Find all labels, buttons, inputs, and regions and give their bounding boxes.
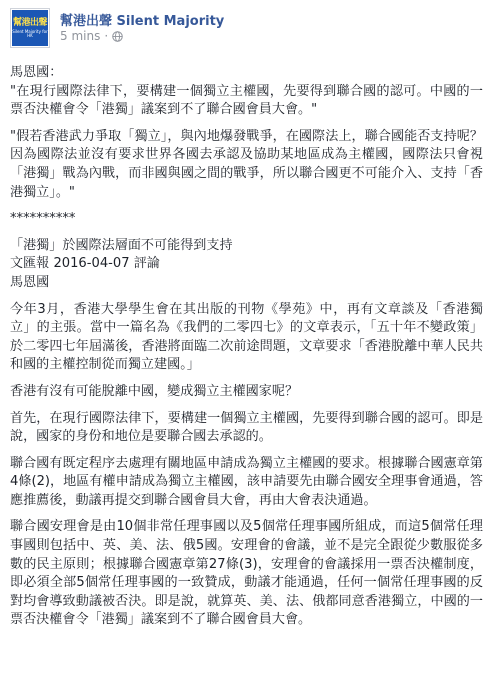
article-paragraph: 今年3月，香港大學學生會在其出版的刊物《學苑》中，再有文章談及「香港獨立」的主張。當中一篇名為《我們的二零四七》的文章表示，「五十年不變政策」於二零四七年屆滿後，香港將面臨二次前途問題，文章要求「香港脫離中華人民共和國的主權控制從而獨立建國。」 (10, 301, 483, 373)
spacer (10, 510, 483, 518)
post-timestamp[interactable]: 5 mins (60, 29, 101, 43)
article-author: 馬恩國 (10, 274, 50, 290)
page-logo (12, 10, 48, 46)
spacer (10, 293, 483, 301)
logo-text-english: Silent Majority for HK (12, 28, 48, 38)
spacer (10, 375, 483, 383)
article-paragraph: 香港有沒有可能脫離中國，變成獨立主權國家呢？ (10, 383, 299, 399)
page-name-link[interactable]: 幫港出聲 Silent Majority (60, 14, 225, 29)
quote-paragraph: "假若香港武力爭取「獨立」，與內地爆發戰爭，在國際法上，聯合國能否支持呢？因為國際法並沒有要求世界各國去承認及協助某地區成為主權國，國際法只會視「港獨」戰為內戰，而非國與國之間的戰爭，所以聯合國更不可能介入、支持「香港獨立」。" (10, 128, 483, 200)
divider-text: ********** (10, 211, 76, 227)
post-header (10, 8, 483, 52)
spacer (10, 229, 483, 237)
quote-paragraph: "在現行國際法律下，要構建一個獨立主權國，先要得到聯合國的認可。中國的一票否決權會令「港獨」議案到不了聯合國會員大會。" (10, 83, 483, 118)
post-body (10, 64, 483, 630)
globe-icon[interactable] (112, 31, 123, 42)
spacer (10, 202, 483, 210)
page-avatar[interactable] (10, 8, 50, 48)
spacer (10, 402, 483, 410)
article-source: 文匯報 2016-04-07 評論 (10, 256, 160, 272)
logo-text-chinese: 幫港出聲 (12, 17, 47, 28)
article-paragraph: 聯合國安理會是由10個非常任理事國以及5個常任理事國所組成，而這5個常任理事國則包括中、英、美、法、俄5國。安理會的會議，並不是完全跟從少數服從多數的民主原則；根據聯合國憲章第27條(3)，安理會的會議採用一票否決權制度，即必須全部5個常任理事國的一致贊成，動議才能通過，任何一個常任理事國的反對均會導致動議被否決。即是說，就算英、美、法、俄都同意香港獨立，中國的一票否決權會令「港獨」議案到不了聯合國會員大會。 (10, 519, 483, 628)
meta-separator: · (104, 29, 109, 43)
speaker-name: 馬恩國： (10, 65, 63, 80)
article-paragraph: 首先，在現行國際法律下，要構建一個獨立主權國，先要得到聯合國的認可。即是說，國家的身份和地位是要聯合國去承認的。 (10, 410, 483, 445)
post-meta (60, 29, 123, 43)
spacer (10, 120, 483, 128)
spacer (10, 447, 483, 455)
article-paragraph: 聯合國有既定程序去處理有關地區申請成為獨立主權國的要求。根據聯合國憲章第4條(2)，地區有權申請成為獨立主權國，該申請要先由聯合國安全理事會通過，答應推薦後，動議再提交到聯合國會員大會，再由大會表決通過。 (10, 455, 483, 508)
article-title: 「港獨」於國際法層面不可能得到支持 (10, 237, 233, 253)
